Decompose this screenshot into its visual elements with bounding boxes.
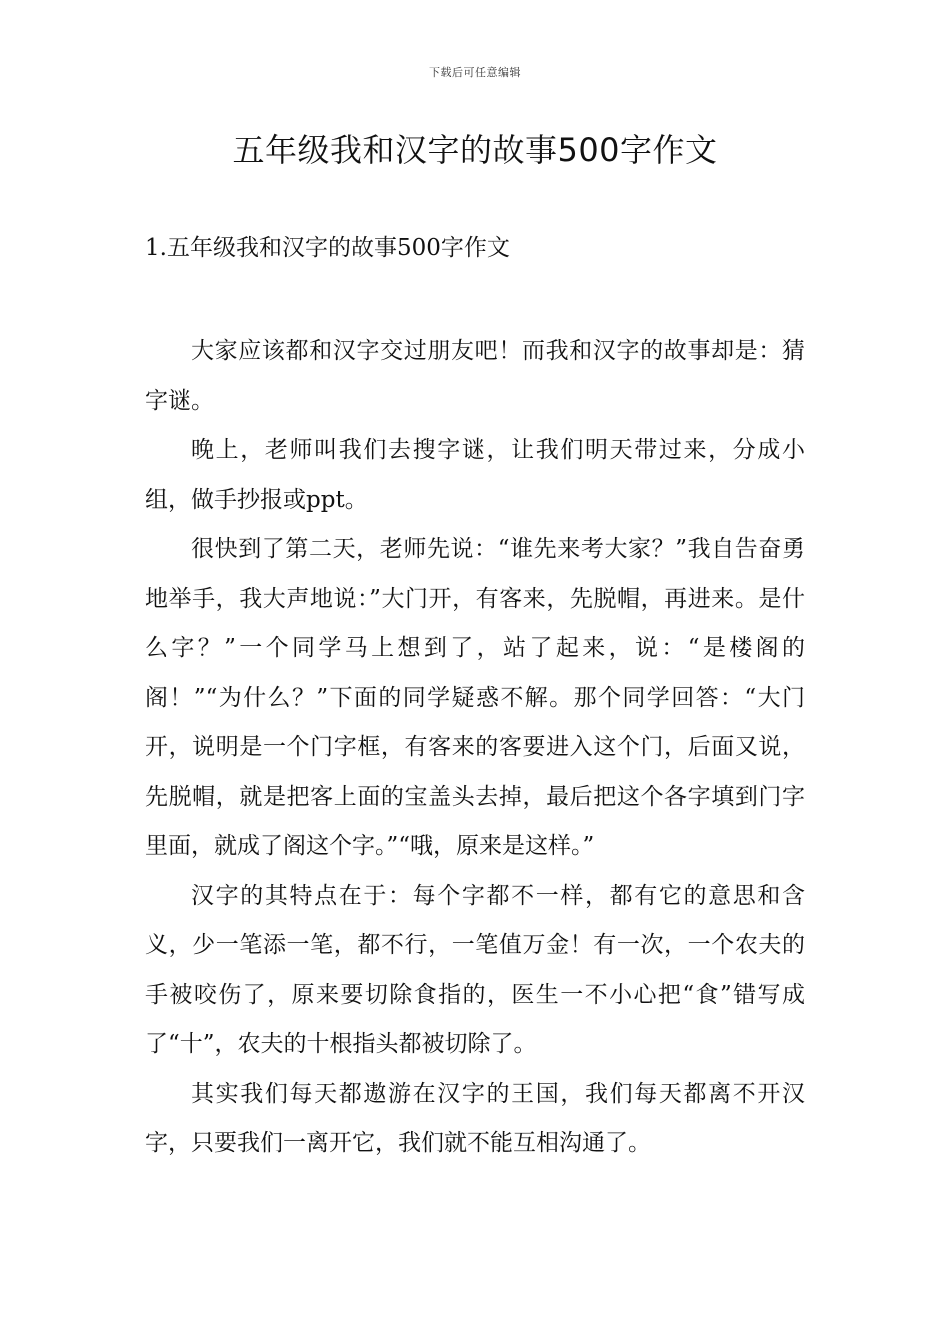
- header-note: 下载后可任意编辑: [429, 66, 521, 79]
- paragraph-3: 很快到了第二天，老师先说：“谁先来考大家？”我自告奋勇地举手，我大声地说：”大门开，有客来，先脱帽，再进来。是什么字？”一个同学马上想到了，站了起来，说：“是楼阁的阁！”“为什么？”下面的同学疑惑不解。那个同学回答：“大门开，说明是一个门字框，有客来的客要进入这个门，后面又说，先脱帽，就是把客上面的宝盖头去掉，最后把这个各字填到门字里面，就成了阁这个字。”“哦，原来是这样。”: [145, 536, 805, 859]
- paragraph-4: 汉字的其特点在于：每个字都不一样，都有它的意思和含义，少一笔添一笔，都不行，一笔值万金！有一次，一个农夫的手被咬伤了，原来要切除食指的，医生一不小心把“食”错写成了“十”，农夫的十根指头都被切除了。: [145, 882, 805, 1057]
- paragraph-1: 大家应该都和汉字交过朋友吧！而我和汉字的故事却是：猜字谜。: [145, 338, 805, 414]
- section-heading: 1.五年级我和汉字的故事500字作文: [145, 235, 510, 261]
- document-title: 五年级我和汉字的故事500字作文: [232, 131, 718, 169]
- essay-body: [145, 327, 805, 1169]
- paragraph-2: 晚上，老师叫我们去搜字谜，让我们明天带过来，分成小组，做手抄报或ppt。: [145, 437, 805, 513]
- paragraph-5: 其实我们每天都遨游在汉字的王国，我们每天都离不开汉字，只要我们一离开它，我们就不能互相沟通了。: [145, 1080, 805, 1156]
